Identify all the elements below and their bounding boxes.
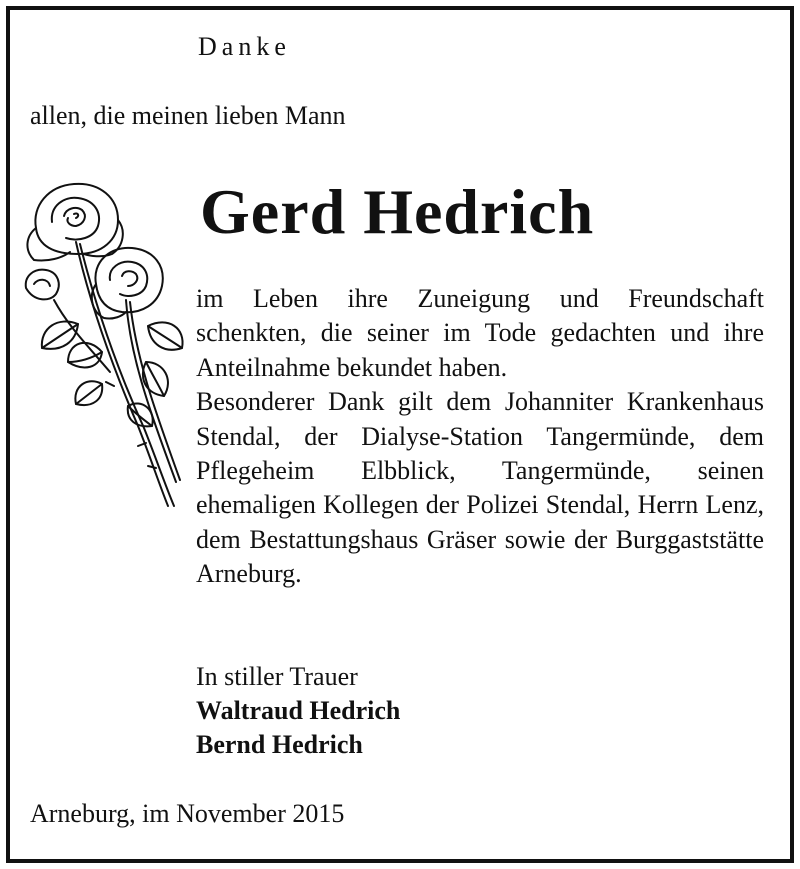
mourning-phrase: In stiller Trauer (196, 662, 358, 691)
mourners-block (196, 660, 400, 762)
intro-line: allen, die meinen lieben Mann (30, 101, 346, 130)
body-text (196, 282, 764, 592)
special-thanks-paragraph: Besonderer Dank gilt dem Johanniter Krankenhaus Stendal, der Dialyse-Station Tangermünde, dem Pflegeheim Elbblick, Tangermünde, seinen ehemaligen Kollegen der Polizei Stendal, Herrn Lenz, dem Bestattungshaus Gräser sowie der Burggaststätte Arneburg. (196, 387, 764, 589)
mourner-name: Waltraud Hedrich (196, 696, 401, 725)
place-date: Arneburg, im November 2015 (30, 799, 345, 828)
roses-illustration-icon (18, 176, 190, 512)
mourner-name: Bernd Hedrich (196, 730, 363, 759)
gratitude-paragraph: im Leben ihre Zuneigung und Freundschaft schenkten, die seiner im Tode gedachten und ihre Anteilnahme bekundet haben. (196, 284, 764, 382)
deceased-name: Gerd Hedrich (200, 176, 595, 247)
heading-danke: Danke (198, 32, 291, 61)
